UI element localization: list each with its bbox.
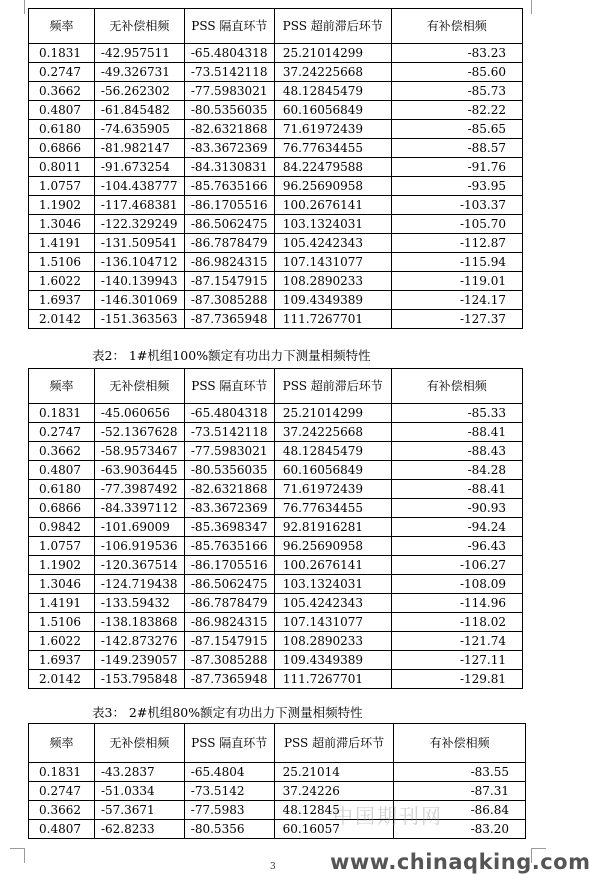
table-row <box>29 63 523 82</box>
table-cell: -121.74 <box>391 632 522 651</box>
table-cell: -119.01 <box>391 272 522 291</box>
table-header-row <box>29 369 523 404</box>
table-cell: 105.4242343 <box>274 594 391 613</box>
crop-mark-top-left <box>10 0 25 14</box>
table-cell: 103.1324031 <box>274 215 391 234</box>
table-cell: 1.3046 <box>29 575 95 594</box>
table-cell: -62.8233 <box>94 820 184 839</box>
watermark-url: www.chinaqking.com <box>330 850 590 874</box>
table-cell: -85.3698347 <box>184 518 274 537</box>
table-header-row <box>29 9 523 44</box>
table-cell: -87.7365948 <box>184 670 274 689</box>
table-cell: -49.326731 <box>94 63 184 82</box>
table-cell: -138.183868 <box>94 613 184 632</box>
table-cell: -83.3672369 <box>184 499 274 518</box>
table-row <box>29 575 523 594</box>
table-cell: 0.2747 <box>29 63 95 82</box>
column-header: 频率 <box>29 724 95 763</box>
table-cell: -86.84 <box>394 801 526 820</box>
table-row <box>29 139 523 158</box>
column-header: 有补偿相频 <box>394 724 526 763</box>
table-cell: -42.957511 <box>94 44 184 63</box>
table-row <box>29 253 523 272</box>
table-cell: 48.12845479 <box>274 82 391 101</box>
table-cell: -127.11 <box>391 651 522 670</box>
table-cell: 71.61972439 <box>274 120 391 139</box>
table-row <box>29 537 523 556</box>
table-cell: -85.7635166 <box>184 177 274 196</box>
table-row <box>29 272 523 291</box>
table-cell: 0.6180 <box>29 480 95 499</box>
table-cell: 108.2890233 <box>274 272 391 291</box>
table-cell: 107.1431077 <box>274 613 391 632</box>
table-cell: -86.1705516 <box>184 196 274 215</box>
table-cell: 0.2747 <box>29 782 95 801</box>
table-cell: 111.7267701 <box>274 670 391 689</box>
table-row <box>29 461 523 480</box>
table-row <box>29 442 523 461</box>
table-cell: -85.73 <box>391 82 522 101</box>
table-cell: 48.12845 <box>274 801 394 820</box>
table-cell: -124.17 <box>391 291 522 310</box>
table-cell: -87.3085288 <box>184 291 274 310</box>
table-cell: -149.239057 <box>94 651 184 670</box>
column-header: 无补偿相频 <box>94 9 184 44</box>
table-cell: -43.2837 <box>94 763 184 782</box>
watermark-logo-text: 中国期刊网 <box>333 804 443 828</box>
column-header: 无补偿相频 <box>94 369 184 404</box>
table-cell: -114.96 <box>391 594 522 613</box>
table-cell: -82.6321868 <box>184 480 274 499</box>
column-header: 无补偿相频 <box>94 724 184 763</box>
table-cell: 100.2676141 <box>274 556 391 575</box>
table-row <box>29 594 523 613</box>
table-row <box>29 82 523 101</box>
table-cell: -85.33 <box>391 404 522 423</box>
table-cell: 48.12845479 <box>274 442 391 461</box>
table-cell: -91.76 <box>391 158 522 177</box>
table-row <box>29 782 526 801</box>
table-cell: -153.795848 <box>94 670 184 689</box>
table-cell: -87.1547915 <box>184 272 274 291</box>
table-cell: 1.1902 <box>29 196 95 215</box>
table-cell: -86.5062475 <box>184 575 274 594</box>
table-cell: 2.0142 <box>29 310 95 329</box>
table-cell: -142.873276 <box>94 632 184 651</box>
table-cell: -88.57 <box>391 139 522 158</box>
table-cell: 37.24225668 <box>274 63 391 82</box>
table-cell: 76.77634455 <box>274 499 391 518</box>
table-cell: -84.3130831 <box>184 158 274 177</box>
column-header: 频率 <box>29 9 95 44</box>
table-cell: 0.8011 <box>29 158 95 177</box>
table-cell: 109.4349389 <box>274 291 391 310</box>
table-row <box>29 518 523 537</box>
table-cell: 0.2747 <box>29 423 95 442</box>
table-row <box>29 196 523 215</box>
table-cell: -65.4804318 <box>184 44 274 63</box>
table-row <box>29 801 526 820</box>
table-cell: -65.4804 <box>184 763 274 782</box>
table-row <box>29 763 526 782</box>
table-row <box>29 480 523 499</box>
table-cell: -77.3987492 <box>94 480 184 499</box>
table-cell: 1.6022 <box>29 272 95 291</box>
table-cell: 1.5106 <box>29 253 95 272</box>
table-1 <box>28 8 523 329</box>
table-cell: -106.27 <box>391 556 522 575</box>
column-header: PSS 隔直环节 <box>184 369 274 404</box>
column-header: 有补偿相频 <box>391 9 522 44</box>
table-3 <box>28 723 526 839</box>
table-row <box>29 310 523 329</box>
table-cell: 0.3662 <box>29 442 95 461</box>
table-cell: -108.09 <box>391 575 522 594</box>
table-cell: -80.5356035 <box>184 101 274 120</box>
table-cell: 0.6180 <box>29 120 95 139</box>
table-row <box>29 556 523 575</box>
table-header-row <box>29 724 526 763</box>
table-cell: -85.60 <box>391 63 522 82</box>
table-cell: -88.41 <box>391 423 522 442</box>
table-cell: -86.9824315 <box>184 613 274 632</box>
table-row <box>29 215 523 234</box>
table-cell: -140.139943 <box>94 272 184 291</box>
table-cell: 84.22479588 <box>274 158 391 177</box>
table-cell: -73.5142118 <box>184 423 274 442</box>
table-cell: -120.367514 <box>94 556 184 575</box>
table-cell: -151.363563 <box>94 310 184 329</box>
table-2 <box>28 368 523 689</box>
table-cell: -57.3671 <box>94 801 184 820</box>
table-cell: 37.24225668 <box>274 423 391 442</box>
table-cell: -90.93 <box>391 499 522 518</box>
table-cell: 71.61972439 <box>274 480 391 499</box>
table-cell: -77.5983 <box>184 801 274 820</box>
table-cell: 60.16056849 <box>274 461 391 480</box>
table-cell: 107.1431077 <box>274 253 391 272</box>
table-cell: 1.6937 <box>29 651 95 670</box>
table-cell: -91.673254 <box>94 158 184 177</box>
column-header: 有补偿相频 <box>391 369 522 404</box>
crop-mark-bottom-left <box>10 848 25 863</box>
table-cell: 0.4807 <box>29 820 95 839</box>
table-cell: -80.5356 <box>184 820 274 839</box>
table-cell: -51.0334 <box>94 782 184 801</box>
table-cell: -112.87 <box>391 234 522 253</box>
table-cell: 0.1831 <box>29 44 95 63</box>
table-cell: -133.59432 <box>94 594 184 613</box>
column-header: PSS 隔直环节 <box>184 724 274 763</box>
table-cell: -88.43 <box>391 442 522 461</box>
table-cell: -56.262302 <box>94 82 184 101</box>
table-cell: 25.21014299 <box>274 404 391 423</box>
table-cell: -73.5142 <box>184 782 274 801</box>
table-cell: -83.23 <box>391 44 522 63</box>
table-cell: -117.468381 <box>94 196 184 215</box>
table-cell: 1.3046 <box>29 215 95 234</box>
table-row <box>29 158 523 177</box>
table-row <box>29 44 523 63</box>
table-cell: -58.9573467 <box>94 442 184 461</box>
table-cell: 1.0757 <box>29 177 95 196</box>
table-cell: 103.1324031 <box>274 575 391 594</box>
page-number: 3 <box>270 862 276 872</box>
table-row <box>29 613 523 632</box>
table-cell: -122.329249 <box>94 215 184 234</box>
table-cell: -86.1705516 <box>184 556 274 575</box>
table-cell: -124.719438 <box>94 575 184 594</box>
table-row <box>29 234 523 253</box>
table-cell: -52.1367628 <box>94 423 184 442</box>
table-cell: -77.5983021 <box>184 82 274 101</box>
table-3-caption: 表3： 2#机组80%额定有功出力下测量相频特性 <box>92 705 363 720</box>
table-cell: 92.81916281 <box>274 518 391 537</box>
column-header: 频率 <box>29 369 95 404</box>
table-cell: 2.0142 <box>29 670 95 689</box>
table-cell: -61.845482 <box>94 101 184 120</box>
table-cell: 1.1902 <box>29 556 95 575</box>
table-cell: -88.41 <box>391 480 522 499</box>
table-cell: 60.16057 <box>274 820 394 839</box>
table-cell: -101.69009 <box>94 518 184 537</box>
table-cell: -45.060656 <box>94 404 184 423</box>
table-cell: -86.9824315 <box>184 253 274 272</box>
table-row <box>29 651 523 670</box>
table-row <box>29 670 523 689</box>
table-row <box>29 404 523 423</box>
table-cell: -65.4804318 <box>184 404 274 423</box>
column-header: PSS 隔直环节 <box>184 9 274 44</box>
table-cell: 111.7267701 <box>274 310 391 329</box>
table-cell: -85.7635166 <box>184 537 274 556</box>
table-cell: -118.02 <box>391 613 522 632</box>
table-cell: -106.919536 <box>94 537 184 556</box>
table-cell: 37.24226 <box>274 782 394 801</box>
table-cell: 1.5106 <box>29 613 95 632</box>
table-cell: -93.95 <box>391 177 522 196</box>
table-cell: 96.25690958 <box>274 537 391 556</box>
table-cell: -82.6321868 <box>184 120 274 139</box>
table-cell: -146.301069 <box>94 291 184 310</box>
table-cell: 109.4349389 <box>274 651 391 670</box>
table-row <box>29 101 523 120</box>
table-row <box>29 820 526 839</box>
column-header: PSS 超前滞后环节 <box>274 369 391 404</box>
table-cell: -82.22 <box>391 101 522 120</box>
table-cell: -74.635905 <box>94 120 184 139</box>
table-cell: 0.1831 <box>29 763 95 782</box>
table-cell: -87.7365948 <box>184 310 274 329</box>
table-row <box>29 177 523 196</box>
table-cell: 76.77634455 <box>274 139 391 158</box>
table-cell: 0.4807 <box>29 101 95 120</box>
table-cell: -104.438777 <box>94 177 184 196</box>
table-cell: 1.4191 <box>29 594 95 613</box>
table-cell: -86.7878479 <box>184 594 274 613</box>
table-cell: -115.94 <box>391 253 522 272</box>
table-cell: -94.24 <box>391 518 522 537</box>
table-cell: 0.3662 <box>29 82 95 101</box>
table-cell: 0.1831 <box>29 404 95 423</box>
table-cell: 1.6937 <box>29 291 95 310</box>
table-cell: 1.6022 <box>29 632 95 651</box>
table-cell: 100.2676141 <box>274 196 391 215</box>
table-cell: 1.0757 <box>29 537 95 556</box>
table-cell: -87.3085288 <box>184 651 274 670</box>
table-cell: -84.28 <box>391 461 522 480</box>
table-row <box>29 120 523 139</box>
table-row <box>29 291 523 310</box>
table-cell: -83.20 <box>394 820 526 839</box>
table-cell: -127.37 <box>391 310 522 329</box>
table-cell: -136.104712 <box>94 253 184 272</box>
table-cell: 0.4807 <box>29 461 95 480</box>
table-cell: 25.21014 <box>274 763 394 782</box>
table-cell: 25.21014299 <box>274 44 391 63</box>
table-cell: -83.55 <box>394 763 526 782</box>
column-header: PSS 超前滞后环节 <box>274 724 394 763</box>
table-cell: 0.6866 <box>29 139 95 158</box>
table-cell: -87.1547915 <box>184 632 274 651</box>
table-row <box>29 499 523 518</box>
table-cell: -86.5062475 <box>184 215 274 234</box>
table-cell: -83.3672369 <box>184 139 274 158</box>
table-cell: -80.5356035 <box>184 461 274 480</box>
table-cell: 105.4242343 <box>274 234 391 253</box>
table-cell: -105.70 <box>391 215 522 234</box>
crop-mark-top-right <box>531 0 546 14</box>
table-cell: 0.9842 <box>29 518 95 537</box>
table-cell: -81.982147 <box>94 139 184 158</box>
table-cell: -77.5983021 <box>184 442 274 461</box>
table-row <box>29 632 523 651</box>
table-cell: -96.43 <box>391 537 522 556</box>
table-cell: -129.81 <box>391 670 522 689</box>
table-cell: -84.3397112 <box>94 499 184 518</box>
table-cell: 0.3662 <box>29 801 95 820</box>
table-cell: 1.4191 <box>29 234 95 253</box>
column-header: PSS 超前滞后环节 <box>274 9 391 44</box>
table-cell: -87.31 <box>394 782 526 801</box>
table-cell: 108.2890233 <box>274 632 391 651</box>
table-cell: -63.9036445 <box>94 461 184 480</box>
table-cell: -73.5142118 <box>184 63 274 82</box>
table-cell: 0.6866 <box>29 499 95 518</box>
table-cell: 60.16056849 <box>274 101 391 120</box>
table-cell: -131.509541 <box>94 234 184 253</box>
table-2-caption: 表2： 1#机组100%额定有功出力下测量相频特性 <box>92 348 371 363</box>
table-cell: -85.65 <box>391 120 522 139</box>
table-cell: 96.25690958 <box>274 177 391 196</box>
table-cell: -103.37 <box>391 196 522 215</box>
table-cell: -86.7878479 <box>184 234 274 253</box>
table-row <box>29 423 523 442</box>
